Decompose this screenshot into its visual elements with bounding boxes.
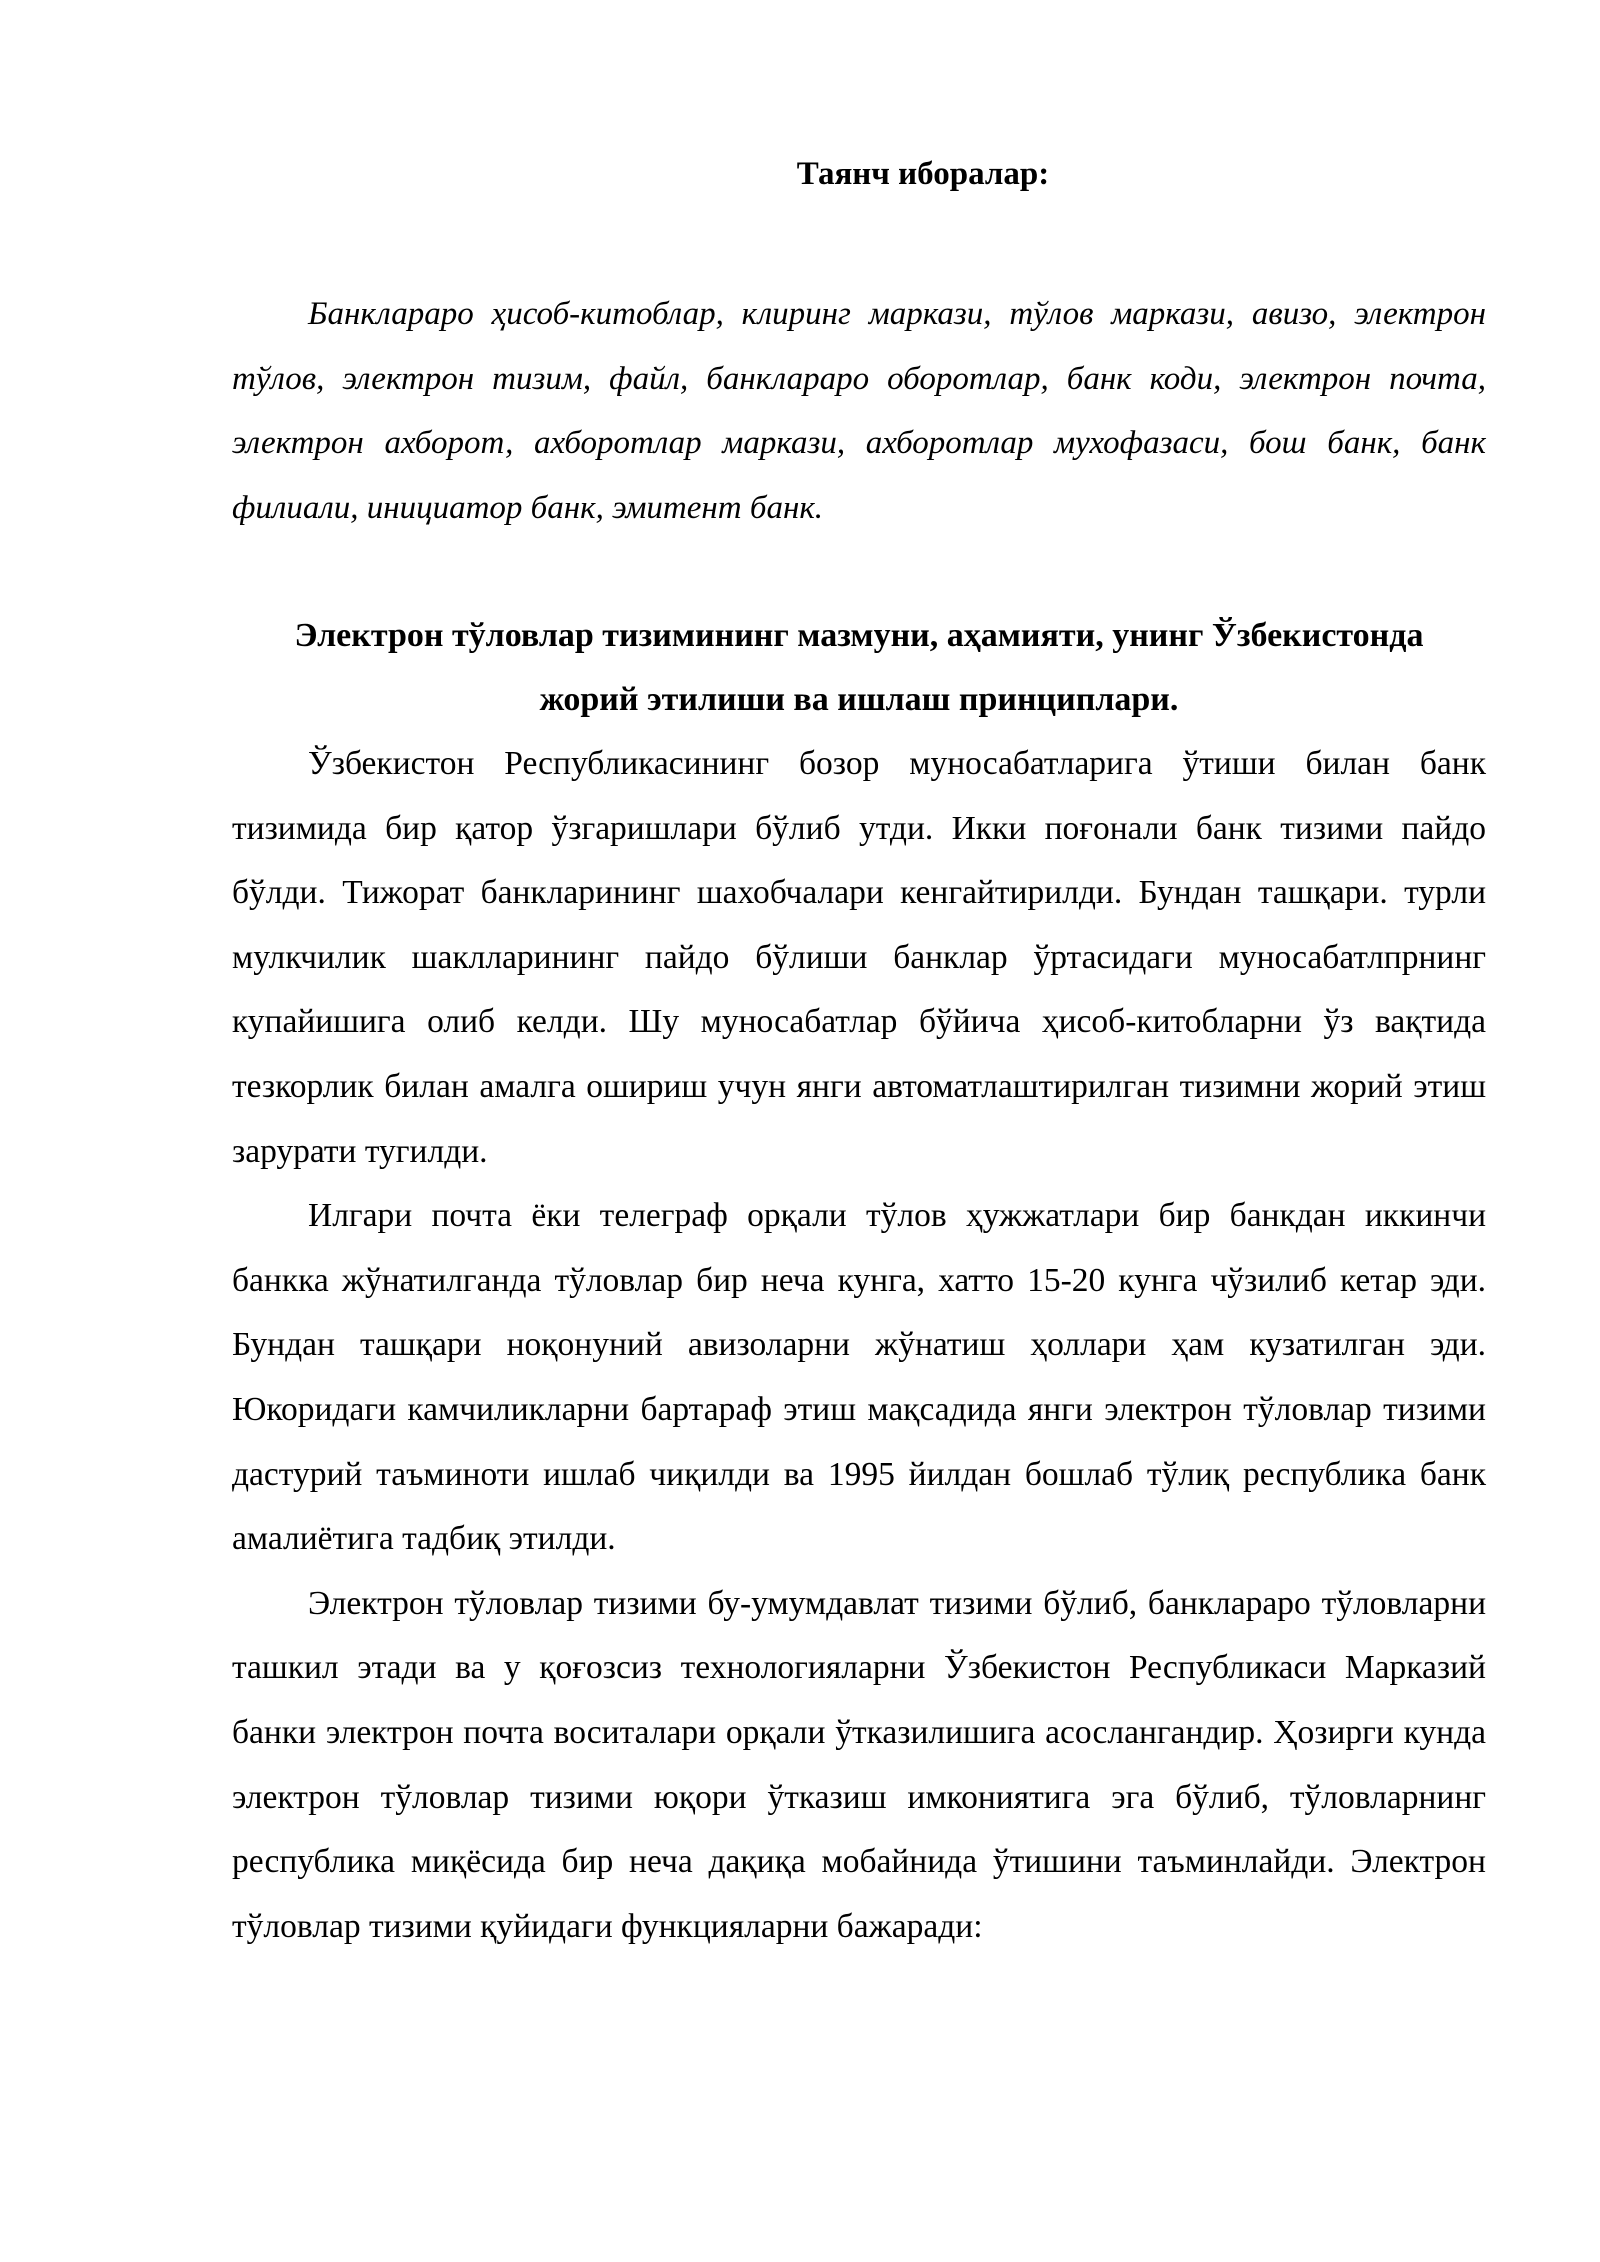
body-text (232, 732, 1486, 1959)
document-page (232, 0, 1486, 2262)
keywords-heading: Таянч иборалар: (796, 156, 1050, 192)
section-title-line-1: Электрон тўловлар тизимининг мазмуни, аҳамияти, унинг Ўзбекистонда (294, 617, 1424, 654)
paragraph: Ўзбекистон Республикасининг бозор муносабатларига ўтиши билан банк тизимида бир қатор ўзгаришлари бўлиб утди. Икки поғонали банк тизими пайдо бўлди. Тижорат банкларининг шахобчалари кенгайтирилди. Бундан ташқари. турли мулкчилик шаклларининг пайдо бўлиши банклар ўртасидаги муносабатлпрнинг купайишига олиб келди. Шу муносабатлар бўйича ҳисоб-китобларни ўз вақтида тезкорлик билан амалга ошириш учун янги автоматлаштирилган тизимни жорий этиш зарурати тугилди. (232, 745, 1486, 1170)
section-title (232, 604, 1486, 732)
section-title-line-2: жорий этилиши ва ишлаш принциплари. (539, 681, 1179, 718)
paragraph: Илгари почта ёки телеграф орқали тўлов ҳужжатлари бир банкдан иккинчи банкка жўнатилганда тўловлар бир неча кунга, хатто 15-20 кунга чўзилиб кетар эди. Бундан ташқари ноқонуний авизоларни жўнатиш ҳоллари ҳам кузатилган эди. Юкоридаги камчиликларни бартараф этиш мақсадида янги электрон тўловлар тизими дастурий таъминоти ишлаб чиқилди ва 1995 йилдан бошлаб тўлиқ республика банк амалиётига тадбиқ этилди. (232, 1197, 1486, 1558)
paragraph: Электрон тўловлар тизими бу-умумдавлат тизими бўлиб, банклараро тўловларни ташкил этади ва у қоғозсиз технологияларни Ўзбекистон Республикаси Марказий банки электрон почта воситалари орқали ўтказилишига асослангандир. Ҳозирги кунда электрон тўловлар тизими юқори ўтказиш имкониятига эга бўлиб, тўловларнинг республика миқёсида бир неча дақиқа мобайнида ўтишини таъминлайди. Электрон тўловлар тизими қуйидаги функцияларни бажаради: (232, 1584, 1486, 1945)
keywords-list: Банклараро ҳисоб-китоблар, клиринг маркази, тўлов маркази, авизо, электрон тўлов, электрон тизим, файл, банклараро оборотлар, банк коди, электрон почта, электрон ахборот, ахборотлар маркази, ахборотлар мухофазаси, бош банк, банк филиали, инициатор банк, эмитент банк. (232, 296, 1486, 526)
